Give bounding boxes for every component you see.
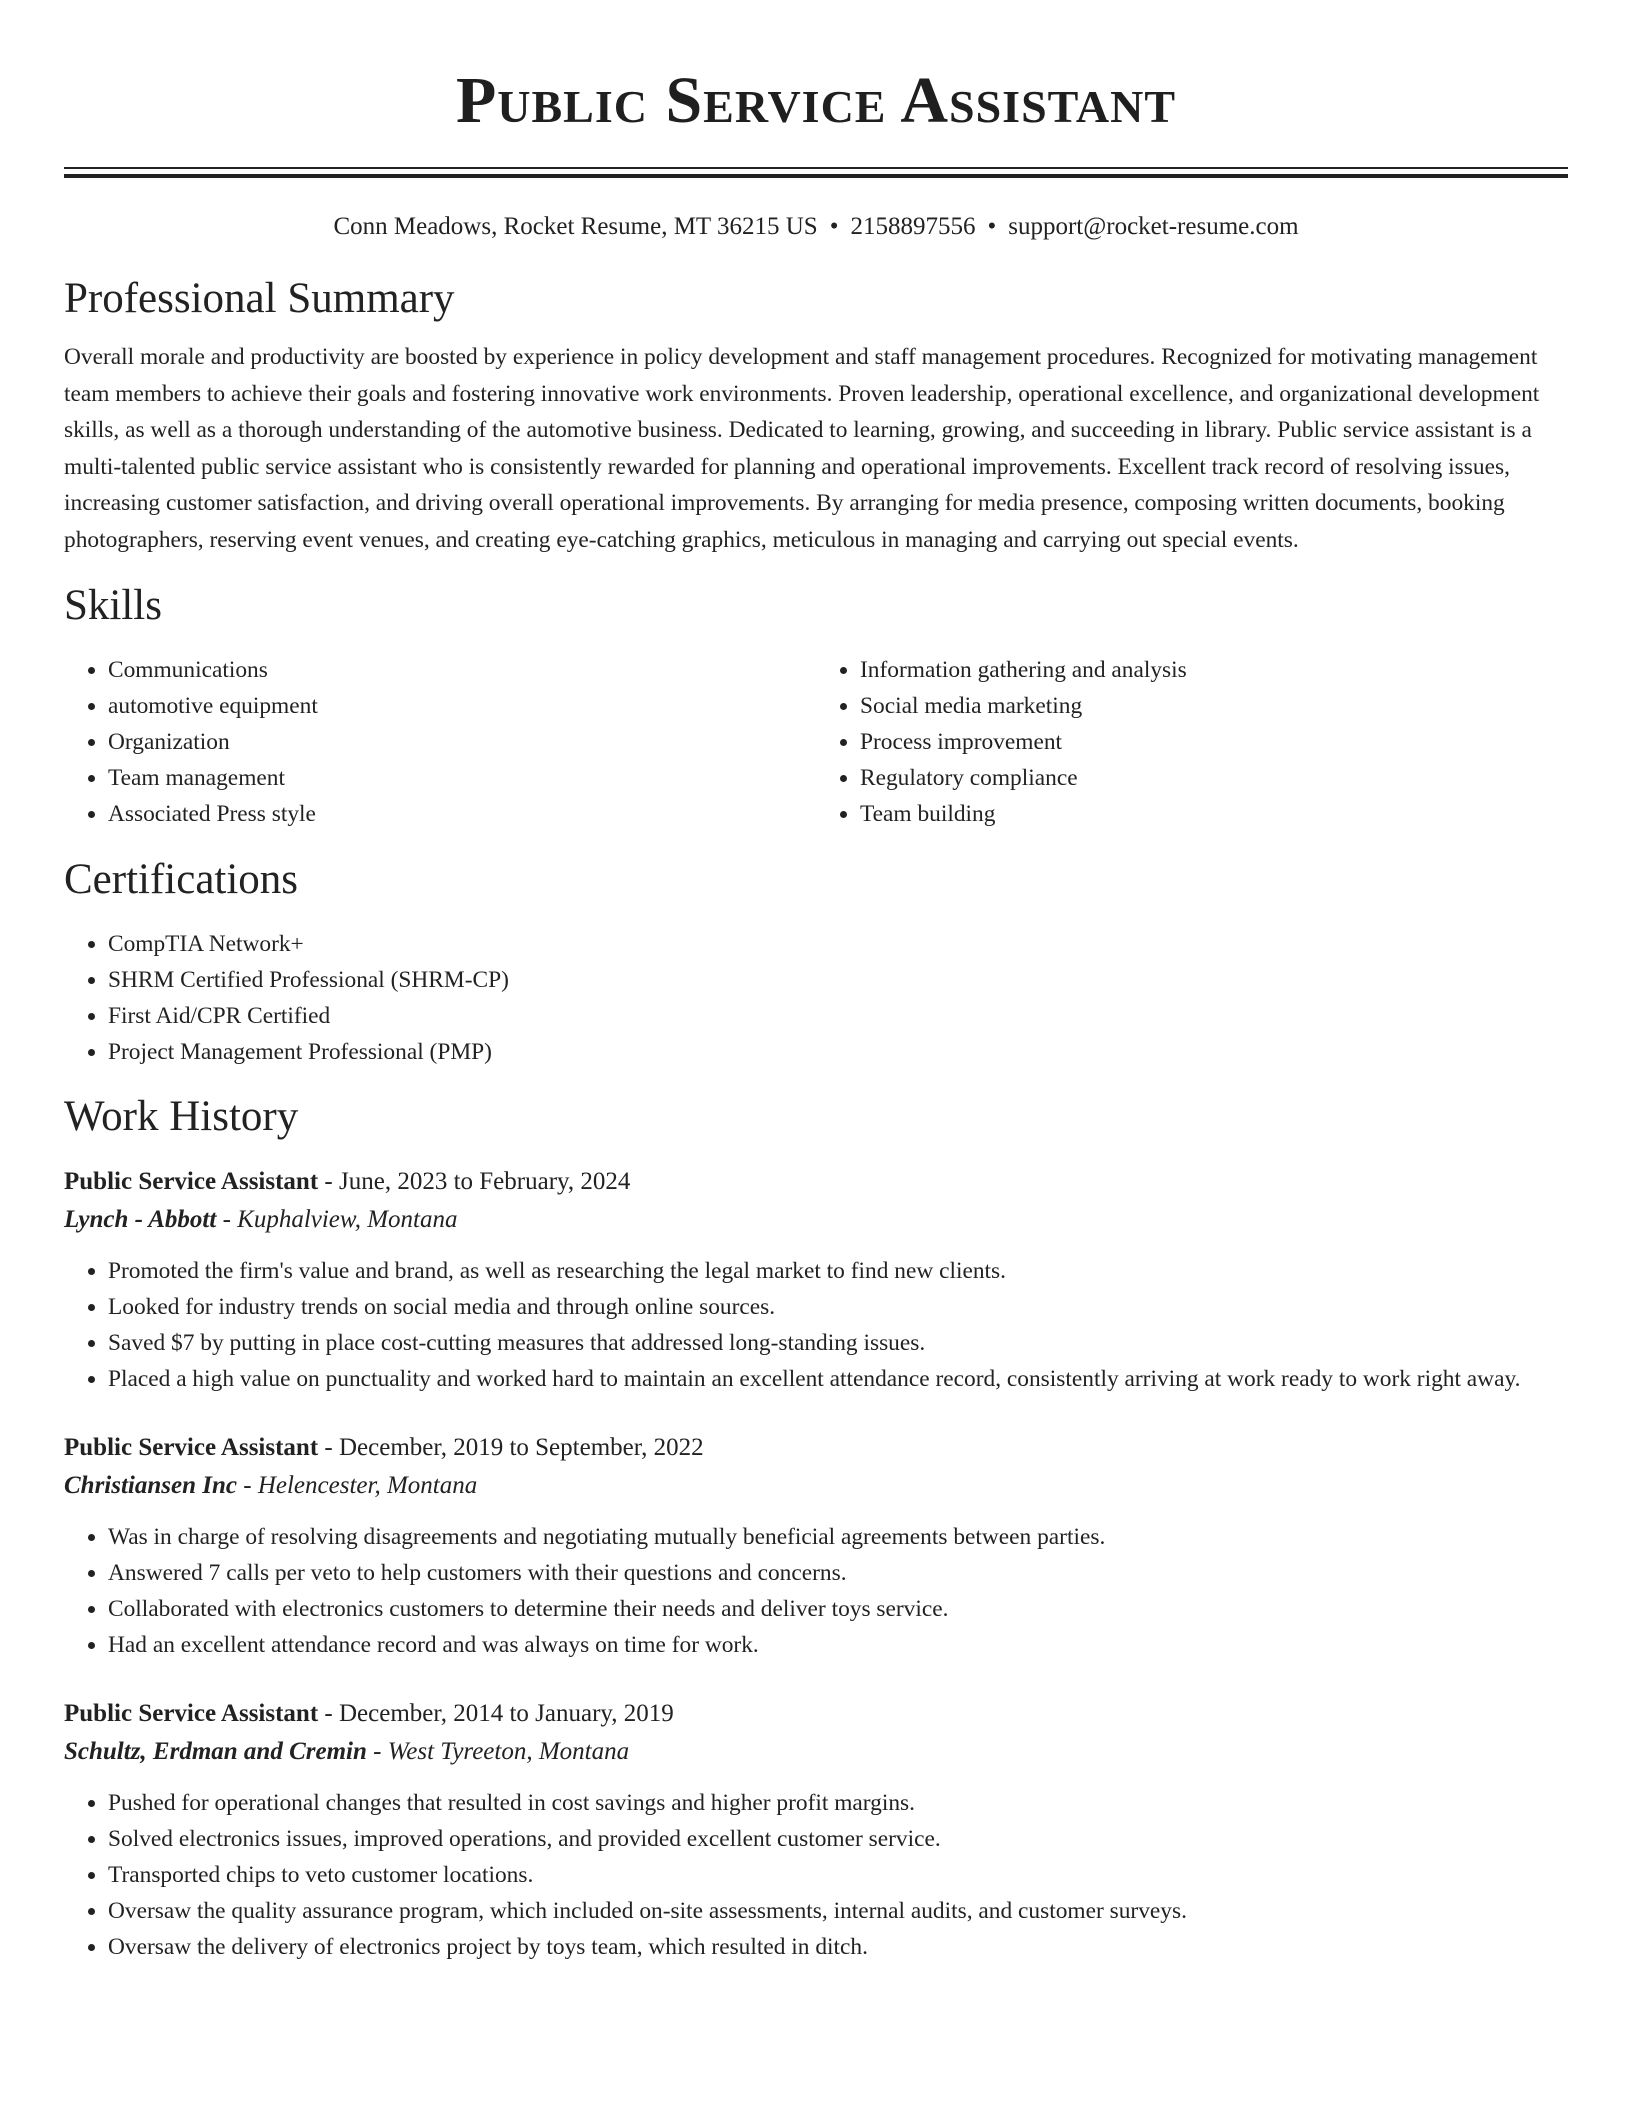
contact-phone: 2158897556 <box>850 213 976 240</box>
job-title: Public Service Assistant <box>64 1168 319 1195</box>
job-title-line <box>64 1429 1568 1467</box>
skill-item: • Team management <box>108 760 816 796</box>
job-bullet: • Transported chips to veto customer locations. <box>108 1857 1568 1893</box>
skill-item: • Team building <box>860 796 1568 832</box>
skills-right-list <box>816 652 1568 832</box>
job-bullet: • Had an excellent attendance record and was always on time for work. <box>108 1627 1568 1663</box>
job-bullet: • Oversaw the quality assurance program, which included on-site assessments, internal audits, and customer surveys. <box>108 1893 1568 1929</box>
job-location: Helencester, Montana <box>257 1472 478 1499</box>
certifications-section <box>64 854 1568 1070</box>
job-bullet: • Was in charge of resolving disagreements and negotiating mutually beneficial agreements between parties. <box>108 1519 1568 1555</box>
skills-section <box>64 580 1568 832</box>
job-entry <box>64 1429 1568 1663</box>
work-history-section <box>64 1091 1568 1965</box>
job-bullets <box>64 1253 1568 1397</box>
certification-item: • Project Management Professional (PMP) <box>108 1034 1568 1070</box>
certification-item: • SHRM Certified Professional (SHRM-CP) <box>108 962 1568 998</box>
contact-address: Conn Meadows, Rocket Resume, MT 36215 US <box>333 213 818 240</box>
job-company-line <box>64 1201 1568 1239</box>
job-company: Schultz, Erdman and Cremin <box>64 1738 367 1765</box>
job-company-line <box>64 1733 1568 1771</box>
resume-title: Public Service Assistant <box>455 64 1177 137</box>
dash: - <box>366 1738 388 1765</box>
skill-item: • Organization <box>108 724 816 760</box>
dash: - <box>237 1472 258 1499</box>
dash: - <box>318 1434 339 1461</box>
contact-separator: • <box>829 213 839 240</box>
job-bullet: • Saved $7 by putting in place cost-cutting measures that addressed long-standing issues. <box>108 1325 1568 1361</box>
skill-item: • automotive equipment <box>108 688 816 724</box>
job-location: Kuphalview, Montana <box>237 1206 458 1233</box>
skills-heading: Skills <box>64 582 162 629</box>
job-bullet: • Solved electronics issues, improved operations, and provided excellent customer service. <box>108 1821 1568 1857</box>
job-bullets <box>64 1785 1568 1965</box>
certifications-heading: Certifications <box>64 856 299 903</box>
summary-text: Overall morale and productivity are boosted by experience in policy development and staff management procedures. Recognized for motivating management team members to achieve their goals and fostering innovative work environments. Proven leadership, operational excellence, and organizational development skills, as well as a thorough understanding of the automotive business. Dedicated to learning, growing, and succeeding in library. Public service assistant is a multi-talented public service assistant who is consistently rewarded for planning and operational improvements. Excellent track record of resolving issues, increasing customer satisfaction, and driving overall operational improvements. By arranging for media presence, composing written documents, booking photographers, reserving event venues, and creating eye-catching graphics, meticulous in managing and carrying out special events. <box>64 344 1540 553</box>
certification-item: • CompTIA Network+ <box>108 926 1568 962</box>
job-title: Public Service Assistant <box>64 1434 319 1461</box>
skill-item: • Social media marketing <box>860 688 1568 724</box>
job-company: Lynch - Abbott <box>64 1206 217 1233</box>
contact-email: support@rocket-resume.com <box>1008 213 1299 240</box>
skill-item: • Regulatory compliance <box>860 760 1568 796</box>
job-bullet: • Looked for industry trends on social media and through online sources. <box>108 1289 1568 1325</box>
job-bullet: • Collaborated with electronics customers to determine their needs and deliver toys service. <box>108 1591 1568 1627</box>
job-entry <box>64 1695 1568 1965</box>
job-company-line <box>64 1467 1568 1505</box>
job-dates: June, 2023 to February, 2024 <box>339 1168 631 1195</box>
job-dates: December, 2019 to September, 2022 <box>339 1434 704 1461</box>
skill-item: • Process improvement <box>860 724 1568 760</box>
dash: - <box>318 1168 339 1195</box>
skill-item: • Associated Press style <box>108 796 816 832</box>
work-history-heading: Work History <box>64 1093 299 1140</box>
job-title: Public Service Assistant <box>64 1700 319 1727</box>
contact-separator: • <box>987 213 997 240</box>
job-title-line <box>64 1163 1568 1201</box>
job-title-line <box>64 1695 1568 1733</box>
job-bullet: • Promoted the firm's value and brand, as well as researching the legal market to find new clients. <box>108 1253 1568 1289</box>
job-company: Christiansen Inc <box>64 1472 237 1499</box>
skills-columns <box>64 652 1568 832</box>
contact-line <box>64 211 1568 243</box>
summary-section <box>64 273 1568 558</box>
skills-left-list <box>64 652 816 832</box>
job-entry <box>64 1163 1568 1397</box>
dash: - <box>318 1700 339 1727</box>
skill-item: • Communications <box>108 652 816 688</box>
certifications-list <box>64 926 1568 1070</box>
job-bullet: • Placed a high value on punctuality and worked hard to maintain an excellent attendance record, consistently arriving at work ready to work right away. <box>108 1361 1568 1397</box>
resume-page <box>64 0 1568 1965</box>
job-bullet: • Pushed for operational changes that resulted in cost savings and higher profit margins. <box>108 1785 1568 1821</box>
skill-item: • Information gathering and analysis <box>860 652 1568 688</box>
job-bullet: • Oversaw the delivery of electronics project by toys team, which resulted in ditch. <box>108 1929 1568 1965</box>
job-dates: December, 2014 to January, 2019 <box>339 1700 674 1727</box>
job-bullets <box>64 1519 1568 1663</box>
job-bullet: • Answered 7 calls per veto to help customers with their questions and concerns. <box>108 1555 1568 1591</box>
title-divider <box>64 167 1568 178</box>
job-location: West Tyreeton, Montana <box>387 1738 630 1765</box>
certification-item: • First Aid/CPR Certified <box>108 998 1568 1034</box>
dash: - <box>216 1206 238 1233</box>
summary-heading: Professional Summary <box>64 275 455 322</box>
